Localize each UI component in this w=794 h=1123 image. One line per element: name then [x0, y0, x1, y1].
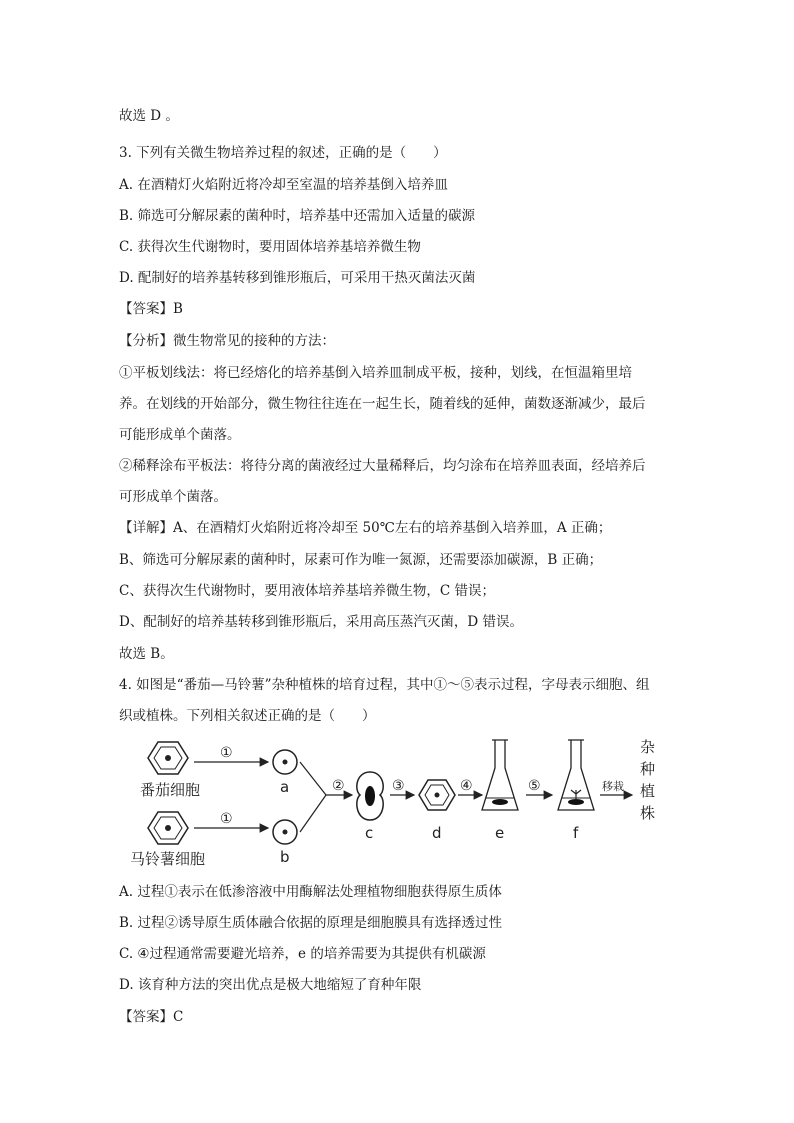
step5-label: ⑤ — [528, 778, 541, 794]
analysis-text: ①平板划线法：将已经熔化的培养基倒入培养皿制成平板，接种，划线，在恒温箱里培 — [119, 365, 632, 381]
conclusion: 故选 B。 — [119, 646, 174, 662]
label-c: c — [365, 824, 374, 842]
tomato-cell-icon — [148, 742, 188, 774]
transplant-label: 移栽 — [602, 780, 624, 793]
cell-d-icon — [419, 780, 455, 810]
option-a: A. 在酒精灯火焰附近将冷却至室温的培养基倒入培养皿 — [119, 177, 448, 193]
protoplast-a-icon — [273, 750, 297, 774]
q4-option-d: D. 该育种方法的突出优点是极大地缩短了育种年限 — [119, 977, 422, 993]
merge-line-bottom — [300, 795, 326, 832]
question-4-stem: 4. 如图是“番茄—马铃薯”杂种植株的培育过程，其中①～⑤表示过程，字母表示细胞、组 — [119, 677, 650, 693]
potato-cell-icon — [148, 812, 188, 844]
label-f: f — [573, 824, 579, 842]
answer: 【答案】B — [119, 301, 183, 317]
step4-label: ④ — [460, 778, 473, 794]
flask-f-icon — [558, 740, 594, 810]
analysis-text: 可形成单个菌落。 — [119, 489, 227, 505]
potato-cell-label: 马铃薯细胞 — [130, 850, 206, 868]
tomato-cell-label: 番茄细胞 — [140, 781, 201, 799]
protoplast-b-icon — [273, 820, 297, 844]
analysis-text: 养。在划线的开始部分，微生物往往连在一起生长，随着线的延伸，菌数逐渐减少，最后 — [119, 396, 646, 412]
text-line: 故选 D 。 — [119, 108, 179, 124]
q4-answer: 【答案】C — [119, 1009, 184, 1025]
step2-label: ② — [332, 778, 345, 794]
hybrid-label-char: 植 — [640, 782, 656, 800]
q4-option-a: A. 过程①表示在低渗溶液中用酶解法处理植物细胞获得原生质体 — [119, 884, 502, 900]
q4-option-c: C. ④过程通常需要避光培养，e 的培养需要为其提供有机碳源 — [119, 946, 486, 962]
label-d: d — [432, 824, 442, 842]
step1-label-top: ① — [220, 745, 233, 761]
question-3-stem: 3. 下列有关微生物培养过程的叙述，正确的是（ ） — [119, 145, 447, 161]
detail-c: C、获得次生代谢物时，要用液体培养基培养微生物，C 错误； — [119, 583, 495, 599]
detail-b: B、筛选可分解尿素的菌种时，尿素可作为唯一氮源，还需要添加碳源，B 正确； — [119, 552, 603, 568]
fused-cell-c-icon — [357, 772, 383, 820]
label-b: b — [280, 848, 290, 866]
hybrid-label-char: 种 — [640, 760, 656, 778]
option-b: B. 筛选可分解尿素的菌种时，培养基中还需加入适量的碳源 — [119, 208, 476, 224]
step1-label-bottom: ① — [220, 811, 233, 827]
detail-d: D、配制好的培养基转移到锥形瓶后，采用高压蒸汽灭菌，D 错误。 — [119, 614, 523, 630]
q4-option-b: B. 过程②诱导原生质体融合依据的原理是细胞膜具有选择透过性 — [119, 915, 503, 931]
analysis-text: ②稀释涂布平板法：将待分离的菌液经过大量稀释后，均匀涂布在培养皿表面，经培养后 — [119, 458, 646, 474]
question-4-stem: 织或植株。下列相关叙述正确的是（ ） — [119, 708, 376, 724]
label-e: e — [495, 824, 505, 842]
analysis-text: 可能形成单个菌落。 — [119, 427, 241, 443]
flask-e-icon — [482, 740, 518, 810]
hybrid-label-char: 株 — [640, 804, 656, 822]
hybrid-plant-process-diagram — [130, 732, 670, 872]
merge-line-top — [300, 762, 326, 795]
analysis-heading: 【分析】微生物常见的接种的方法： — [119, 333, 335, 349]
hybrid-label-char: 杂 — [640, 738, 656, 756]
option-c: C. 获得次生代谢物时，要用固体培养基培养微生物 — [119, 239, 421, 255]
step3-label: ③ — [392, 778, 405, 794]
label-a: a — [280, 778, 290, 796]
detail-a: 【详解】A、在酒精灯火焰附近将冷却至 50℃左右的培养基倒入培养皿，A 正确； — [119, 520, 612, 536]
option-d: D. 配制好的培养基转移到锥形瓶后，可采用干热灭菌法灭菌 — [119, 270, 476, 286]
